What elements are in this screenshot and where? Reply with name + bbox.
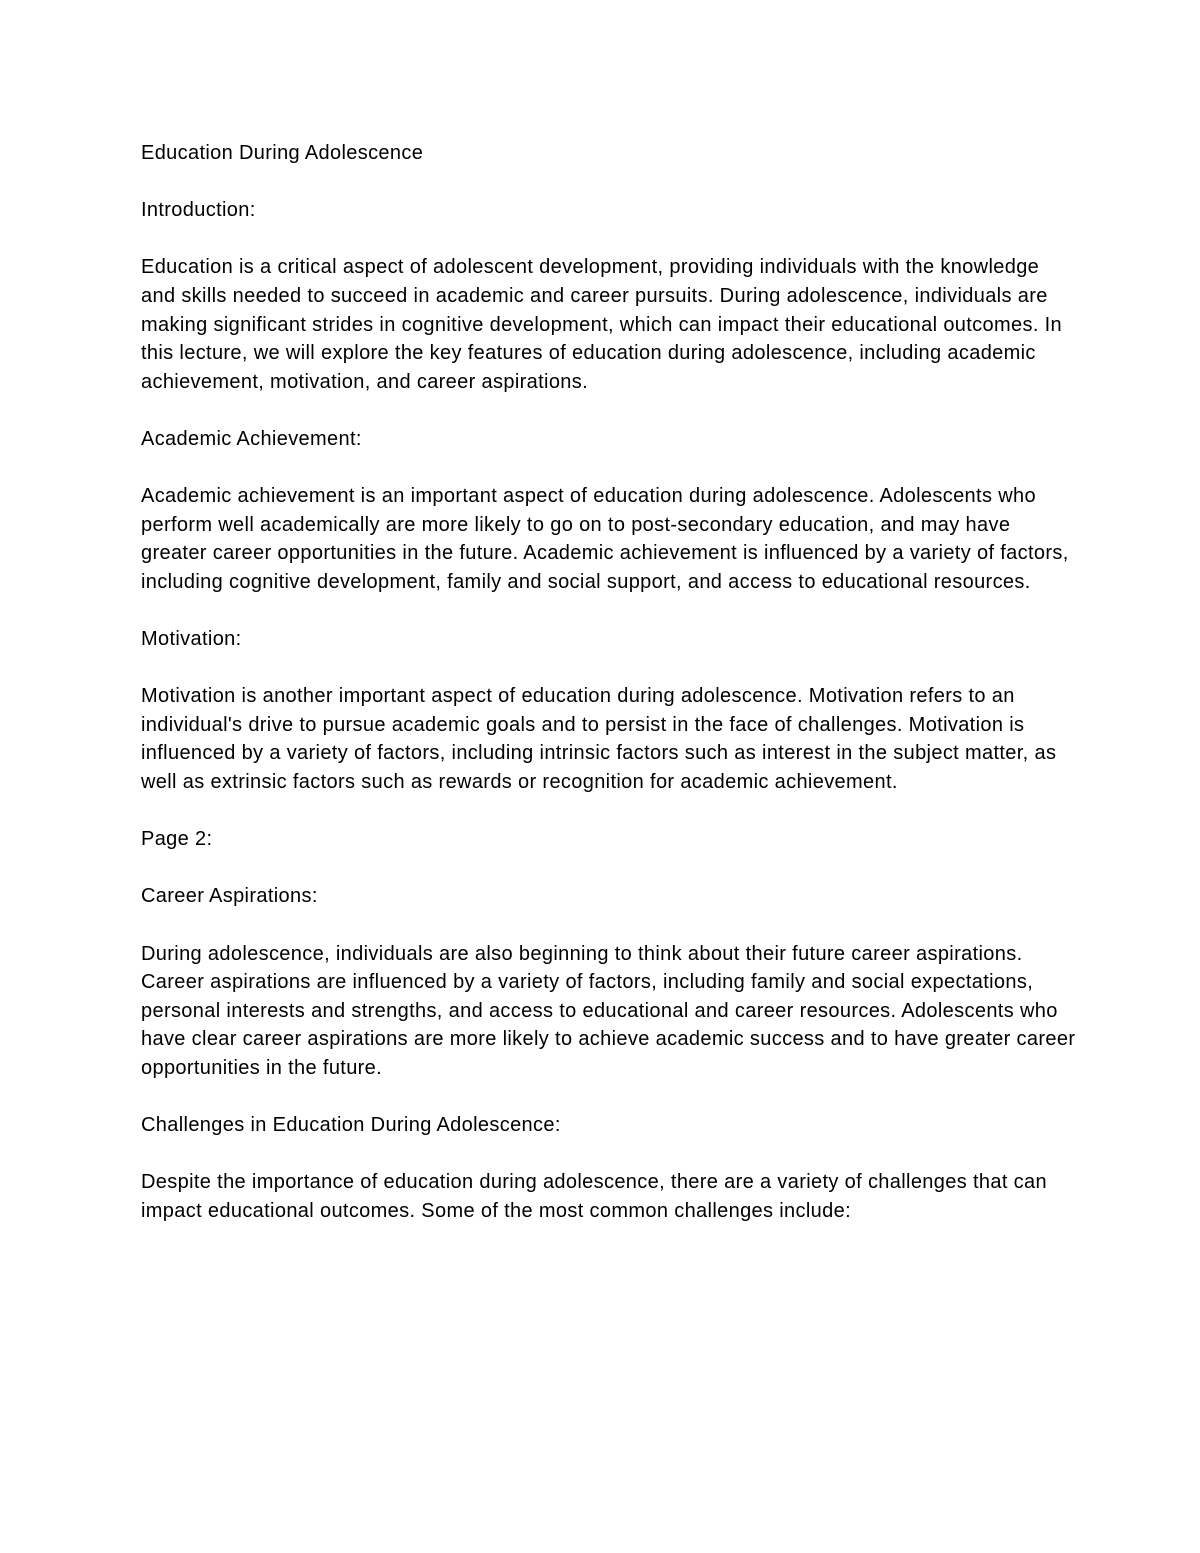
section-body-academic-achievement: Academic achievement is an important aspect of education during adolescence. Adolescents who perform well academically are more likely to go on to post-secondary education, and may have greater career opportunities in the future. Academic achievement is influenced by a variety of factors, including cognitive development, family and social support, and access to educational resources. [141,485,1069,593]
section-heading-challenges: Challenges in Education During Adolescence: [141,1114,561,1137]
section-heading-career-aspirations: Career Aspirations: [141,885,318,908]
section-heading-introduction: Introduction: [141,199,256,222]
section-heading-motivation: Motivation: [141,628,242,651]
section-heading-academic-achievement: Academic Achievement: [141,427,362,450]
section-body-career-aspirations: During adolescence, individuals are also beginning to think about their future career aspirations. Career aspirations are influenced by a variety of factors, including family and social expectations, personal interests and strengths, and access to educational and career resources. Adolescents who have clear career aspirations are more likely to achieve academic success and to have greater career opportunities in the future. [141,942,1076,1079]
document-title: Education During Adolescence [141,142,424,164]
section-body-introduction: Education is a critical aspect of adolescent development, providing individuals with the knowledge and skills needed to succeed in academic and career pursuits. During adolescence, individuals are making significant strides in cognitive development, which can impact their educational outcomes. In this lecture, we will explore the key features of education during adolescence, including academic achievement, motivation, and career aspirations. [141,256,1063,393]
section-body-motivation: Motivation is another important aspect of education during adolescence. Motivation refers to an individual's drive to pursue academic goals and to persist in the face of challenges. Motivation is influenced by a variety of factors, including intrinsic factors such as interest in the subject matter, as well as extrinsic factors such as rewards or recognition for academic achievement. [141,685,1057,794]
page-marker: Page 2: [141,828,213,851]
section-body-challenges: Despite the importance of education during adolescence, there are a variety of challenges that can impact educational outcomes. Some of the most common challenges include: [141,1171,1047,1222]
document-body [141,139,1076,1254]
